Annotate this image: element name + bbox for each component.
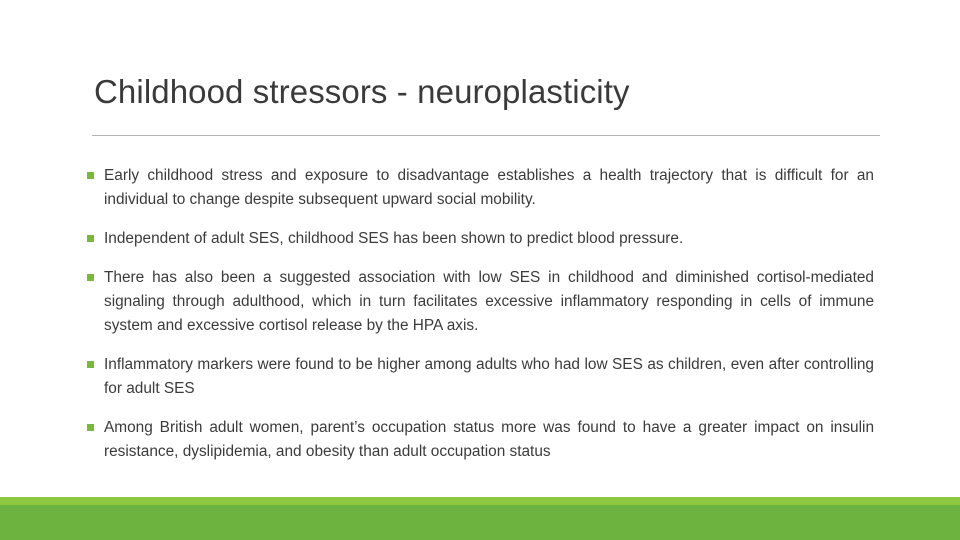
bullet-item [87, 266, 874, 338]
bullet-item [87, 353, 874, 401]
bullet-text: Among British adult women, parent’s occupation status more was found to have a greater impact on insulin resistance, dyslipidemia, and obesity than adult occupation status [104, 419, 874, 460]
bullet-item [87, 164, 874, 212]
footer-stripe [0, 497, 960, 505]
slide-title: Childhood stressors - neuroplasticity [94, 73, 630, 110]
square-bullet-icon [87, 424, 94, 431]
bullet-item [87, 416, 874, 464]
bullet-text: Inflammatory markers were found to be higher among adults who had low SES as children, even after controlling for adult SES [104, 356, 874, 397]
square-bullet-icon [87, 235, 94, 242]
bullet-text: Independent of adult SES, childhood SES has been shown to predict blood pressure. [104, 230, 684, 247]
bullet-text: There has also been a suggested association with low SES in childhood and diminished cortisol-mediated signaling through adulthood, which in turn facilitates excessive inflammatory responding in cells of immune system and excessive cortisol release by the HPA axis. [104, 269, 874, 334]
title-divider [92, 135, 880, 136]
bullet-text: Early childhood stress and exposure to disadvantage establishes a health trajectory that is difficult for an individual to change despite subsequent upward social mobility. [104, 167, 874, 208]
square-bullet-icon [87, 274, 94, 281]
bullet-item [87, 227, 874, 251]
square-bullet-icon [87, 172, 94, 179]
bullet-list [87, 164, 874, 464]
square-bullet-icon [87, 361, 94, 368]
